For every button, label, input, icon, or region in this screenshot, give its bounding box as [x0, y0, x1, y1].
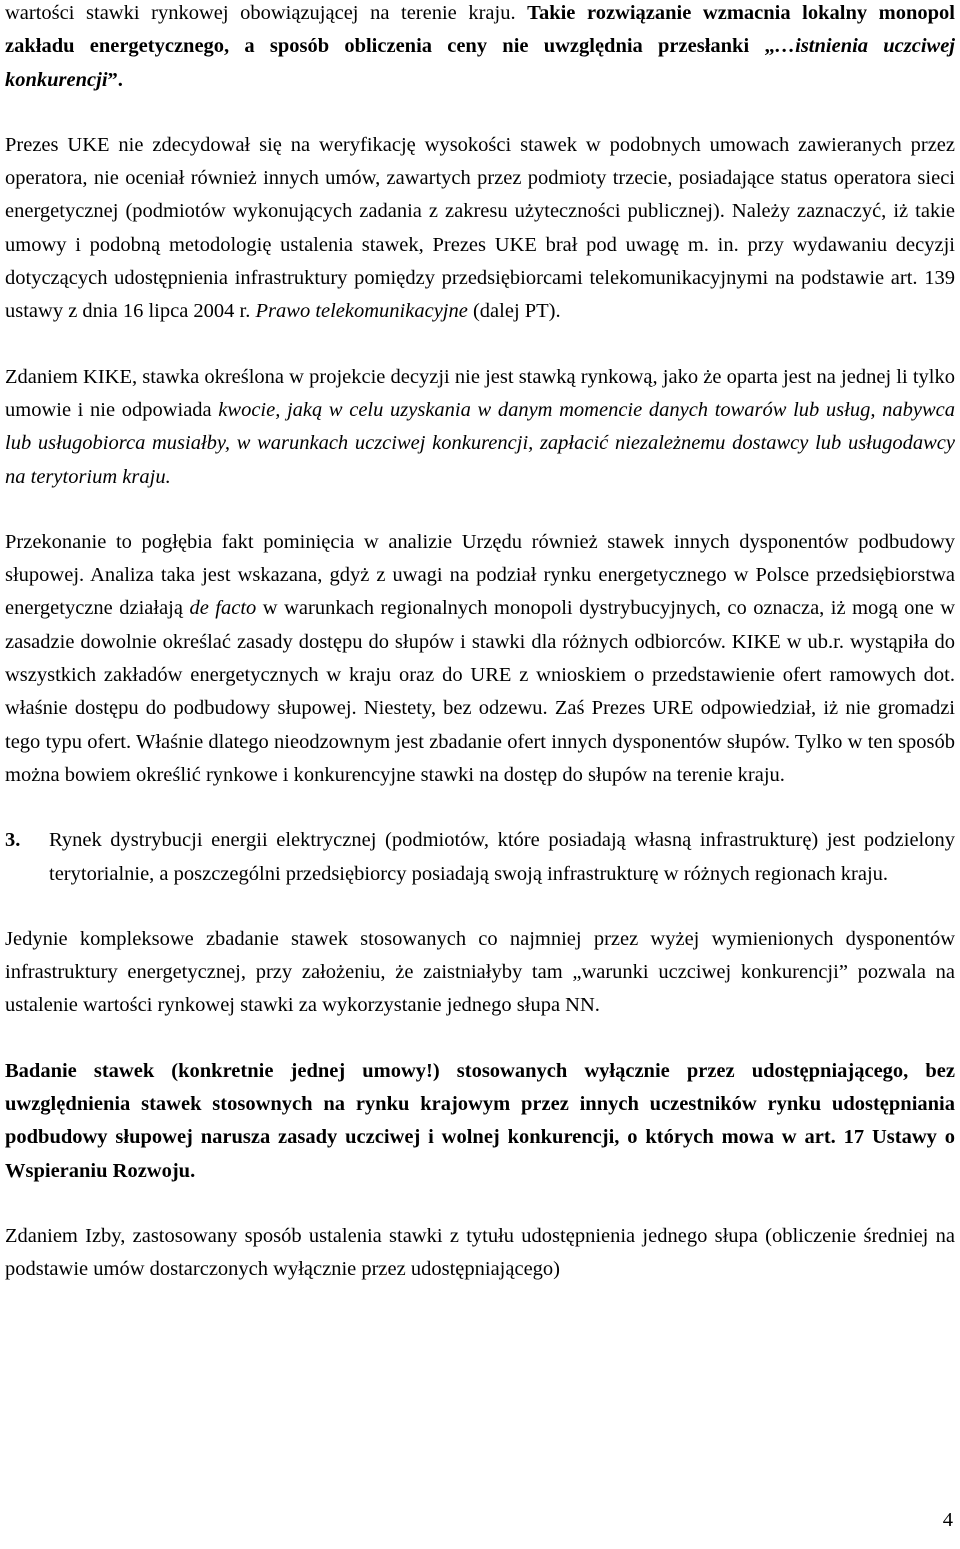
zdaniem-kike-text: Zdaniem KIKE, stawka określona w projekcie decyzji nie jest stawką rynkową, jako że oparta jest na jednej li tylko umowie i nie odpowiada: [5, 365, 955, 421]
page-number: 4: [942, 1509, 953, 1531]
zdaniem-kike-italic: kwocie, jaką w celu uzyskania w danym momencie danych towarów lub usług, nabywca lub usługobiorca musiałby, w warunkach uczciwej konkurencji, zapłacić niezależnemu dostawcy lub usługodawcy na terytorium kraju.: [5, 398, 955, 488]
list-number: 3.: [5, 829, 21, 852]
przekonanie-text: Przekonanie to pogłębia fakt pominięcia w analizie Urzędu również stawek innych dysponentów podbudowy słupowej. Analiza taka jest wskazana, gdyż z uwagi na podział rynku energetycznego w Polsce przedsiębiorstwa energetyczne działają: [5, 530, 955, 620]
intro-text-plain: wartości stawki rynkowej obowiązującej na terenie kraju.: [5, 2, 528, 24]
paragraph-prezes-uke: [5, 129, 955, 329]
paragraph-zdaniem-kike: [5, 361, 955, 494]
prezes-uke-end: (dalej PT).: [467, 300, 561, 323]
zdaniem-izby-text: Zdaniem Izby, zastosowany sposób ustalenia stawki z tytułu udostępnienia jednego słupa (obliczenie średniej na podstawie umów dostarczonych wyłącznie przez udostępniającego): [5, 1224, 955, 1281]
intro-text-bold-end: ”.: [107, 68, 123, 91]
intro-text-bold-italic: …istnienia uczciwej konkurencji: [5, 35, 955, 91]
paragraph-badanie-stawek: [5, 1055, 955, 1188]
prezes-uke-text: Prezes UKE nie zdecydował się na weryfikację wysokości stawek w podobnych umowach zawieranych przez operatora, nie oceniał również innych umów, zawartych przez podmioty trzecie, posiadające status operatora sieci energetycznej (podmiotów wykonujących zadania z zakresu użyteczności publicznej). Należy zaznaczyć, iż takie umowy i podobną metodologię ustalenia stawek, Prezes UKE brał pod uwagę m. in. przy wydawaniu decyzji dotyczących udostępnienia infrastruktury pomiędzy przedsiębiorcami telekomunikacyjnymi na podstawie art. 139 ustawy z dnia 16 lipca 2004 r.: [5, 133, 955, 323]
przekonanie-end: w warunkach regionalnych monopoli dystrybucyjnych, co oznacza, iż mogą one w zasadzie dowolnie określać zasady dostępu do słupów i stawki dla różnych odbiorców. KIKE w ub.r. wystąpiła do wszystkich zakładów energetycznych w kraju oraz do URE z wnioskiem o przedstawienie ofert ramowych dot. właśnie dostępu do podbudowy słupowej. Niestety, bez odzewu. Zaś Prezes URE odpowiedział, iż nie gromadzi tego typu ofert. Właśnie dlatego nieodzownym jest zbadanie ofert innych dysponentów słupów. Tylko w ten sposób można bowiem określić rynkowe i konkurencyjne stawki na dostęp do słupów na terenie kraju.: [5, 597, 956, 786]
intro-text-bold: Takie rozwiązanie wzmacnia lokalny monopol zakładu energetycznego, a sposób obliczenia ceny nie uwzględnia przesłanki „: [5, 2, 955, 58]
numbered-item-3: [5, 824, 955, 891]
jedynie-text: Jedynie kompleksowe zbadanie stawek stosowanych co najmniej przez wyżej wymienionych dysponentów infrastruktury energetycznej, przy założeniu, że zaistniałyby tam „warunki uczciwej konkurencji” pozwala na ustalenie wartości rynkowej stawki za wykorzystanie jednego słupa NN.: [5, 927, 955, 1017]
paragraph-zdaniem-izby: [5, 1220, 955, 1287]
document-page: [5, 0, 955, 1287]
przekonanie-italic: de facto: [189, 597, 257, 620]
prezes-uke-italic: Prawo telekomunikacyjne: [255, 300, 468, 323]
badanie-stawek-text: Badanie stawek (konkretnie jednej umowy!) stosowanych wyłącznie przez udostępniającego, bez uwzględnienia stawek stosownych na rynku krajowym przez innych uczestników rynku udostępniania podbudowy słupowej narusza zasady uczciwej i wolnej konkurencji, o których mowa w art. 17 Ustawy o Wspieraniu Rozwoju.: [5, 1059, 955, 1182]
paragraph-przekonanie: [5, 526, 955, 792]
list-item-text: Rynek dystrybucji energii elektrycznej (podmiotów, które posiadają własną infrastrukturę) jest podzielony terytorialnie, a poszczególni przedsiębiorcy posiadają swoją infrastrukturę w różnych regionach kraju.: [49, 829, 955, 885]
paragraph-intro: [5, 0, 955, 97]
paragraph-jedynie: [5, 923, 955, 1023]
